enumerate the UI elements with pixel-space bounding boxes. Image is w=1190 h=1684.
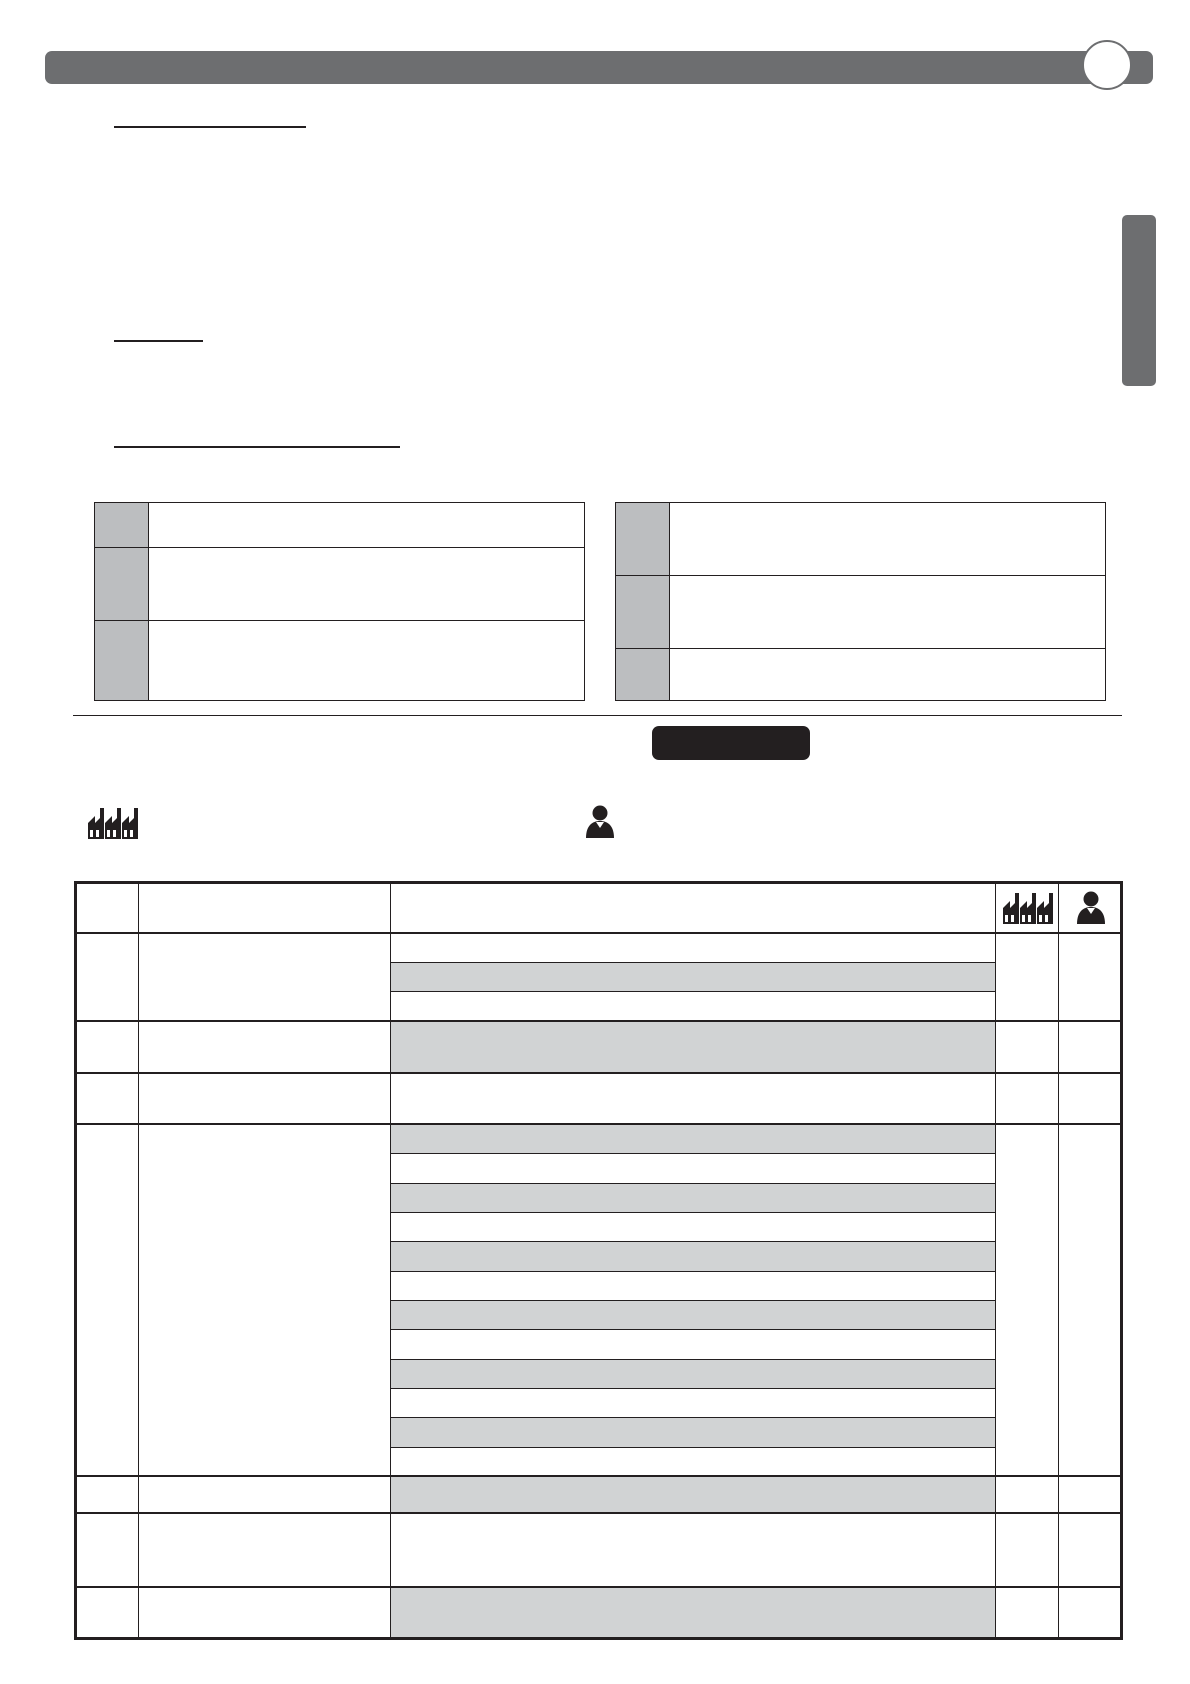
table-cell — [76, 1021, 139, 1073]
legend-text — [149, 503, 585, 548]
user-column-header — [1059, 883, 1123, 934]
header-bar — [45, 51, 1153, 84]
section-badge — [652, 726, 810, 760]
user-icon — [585, 805, 615, 839]
table-cell — [996, 1124, 1059, 1476]
table-cell — [139, 933, 391, 1021]
table-cell — [391, 1242, 996, 1271]
table-cell — [996, 1587, 1059, 1639]
table-cell — [391, 1154, 996, 1183]
settings-table — [75, 882, 1123, 1639]
table-cell — [391, 1021, 996, 1073]
table-header-cell — [139, 883, 391, 934]
legend-key — [95, 503, 149, 548]
table-cell — [76, 1587, 139, 1639]
table-cell — [76, 1073, 139, 1125]
table-cell — [76, 1513, 139, 1587]
table-cell — [1059, 1476, 1123, 1512]
table-cell — [996, 933, 1059, 1021]
table-cell — [391, 1587, 996, 1639]
legend-key — [95, 548, 149, 621]
table-header-cell — [391, 883, 996, 934]
table-cell — [139, 1476, 391, 1512]
legend-table-right — [615, 502, 1106, 701]
user-icon — [1076, 891, 1106, 925]
table-cell — [139, 1021, 391, 1073]
table-cell — [996, 1021, 1059, 1073]
factory-column-header — [996, 883, 1059, 934]
table-header-row — [76, 883, 1123, 934]
table-row — [76, 933, 1123, 962]
table-cell — [391, 1447, 996, 1476]
page-number-badge — [1082, 40, 1132, 90]
table-cell — [391, 1359, 996, 1388]
table-cell — [139, 1587, 391, 1639]
legend-key — [95, 621, 149, 701]
table-cell — [1059, 1587, 1123, 1639]
legend-key — [616, 503, 670, 576]
table-cell — [391, 1418, 996, 1447]
table-cell — [76, 933, 139, 1021]
table-cell — [391, 992, 996, 1021]
table-cell — [391, 962, 996, 991]
legend-text — [670, 649, 1106, 701]
table-cell — [1059, 1513, 1123, 1587]
factory-icon — [1001, 891, 1053, 925]
legend-text — [149, 621, 585, 701]
table-cell — [76, 1124, 139, 1476]
table-cell — [391, 1513, 996, 1587]
table-cell — [391, 1388, 996, 1417]
table-cell — [139, 1124, 391, 1476]
section-heading-underline — [114, 446, 400, 448]
table-cell — [996, 1513, 1059, 1587]
table-cell — [1059, 933, 1123, 1021]
legend-key — [616, 649, 670, 701]
legend-text — [149, 548, 585, 621]
legend-key — [616, 576, 670, 649]
table-row — [76, 1073, 1123, 1125]
table-row — [76, 1513, 1123, 1587]
table-cell — [996, 1073, 1059, 1125]
table-cell — [391, 1073, 996, 1125]
table-row — [76, 1021, 1123, 1073]
table-row — [76, 1124, 1123, 1153]
table-cell — [1059, 1124, 1123, 1476]
table-cell — [391, 1476, 996, 1512]
table-row — [76, 1587, 1123, 1639]
table-cell — [1059, 1073, 1123, 1125]
side-language-tab — [1122, 215, 1156, 386]
table-cell — [391, 1183, 996, 1212]
table-cell — [76, 1476, 139, 1512]
factory-icon — [86, 806, 138, 840]
table-cell — [391, 1271, 996, 1300]
table-cell — [391, 1212, 996, 1241]
table-cell — [139, 1073, 391, 1125]
table-cell — [391, 1124, 996, 1153]
section-divider — [73, 715, 1122, 716]
legend-text — [670, 576, 1106, 649]
table-cell — [391, 933, 996, 962]
table-cell — [391, 1330, 996, 1359]
section-heading-underline — [114, 126, 306, 128]
table-cell — [391, 1300, 996, 1329]
legend-table-left — [94, 502, 585, 701]
table-cell — [996, 1476, 1059, 1512]
table-row — [76, 1476, 1123, 1512]
section-heading-underline — [114, 340, 203, 342]
table-header-cell — [76, 883, 139, 934]
table-cell — [1059, 1021, 1123, 1073]
table-cell — [139, 1513, 391, 1587]
legend-text — [670, 503, 1106, 576]
